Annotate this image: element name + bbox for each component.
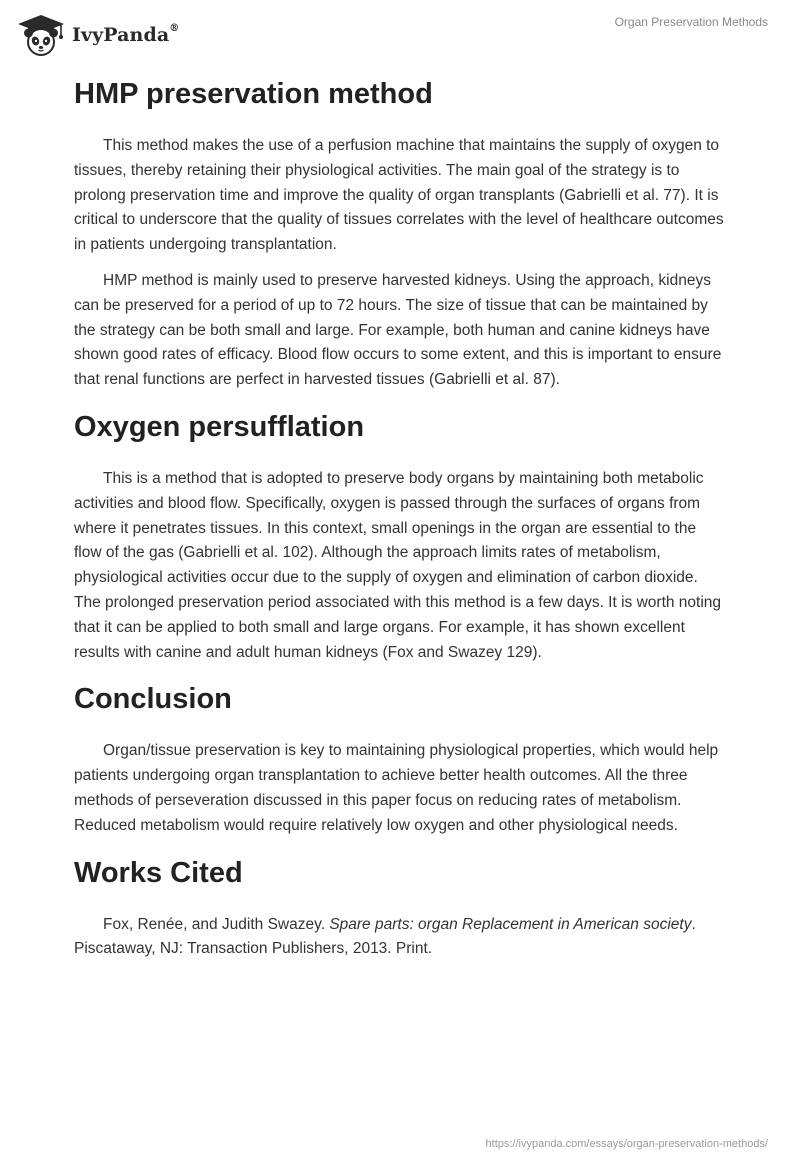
source-url[interactable]: https://ivypanda.com/essays/organ-preservation-methods/ xyxy=(485,1138,768,1150)
section-heading: Oxygen persufflation xyxy=(74,410,365,443)
section-oxygen-persufflation xyxy=(74,406,724,665)
paragraph: HMP method is mainly used to preserve harvested kidneys. Using the approach, kidneys can be preserved for a period of up to 72 hours. The size of tissue that can be maintained by the strategy can be both small and large. For example, both human and canine kidneys have shown good rates of efficacy. Blood flow occurs to some extent, and this is important to ensure that renal functions are perfect in harvested tissues (Gabrielli et al. 87). xyxy=(74,271,722,389)
section-heading: Works Cited xyxy=(74,856,243,889)
section-heading: Conclusion xyxy=(74,683,232,716)
panda-graduate-icon xyxy=(14,12,68,56)
running-title: Organ Preservation Methods xyxy=(614,15,768,29)
registered-mark: ® xyxy=(169,22,180,34)
paragraph: This method makes the use of a perfusion machine that maintains the supply of oxygen to tissues, thereby retaining their physiological activities. The main goal of the strategy is to prolong preservation time and improve the quality of organ transplants (Gabrielli et al. 77). It is critical to underscore that the quality of tissues correlates with the level of healthcare outcomes in patients undergoing transplantation. xyxy=(74,137,724,254)
paragraph: This is a method that is adopted to preserve body organs by maintaining both metabolic activities and blood flow. Specifically, oxygen is passed through the surfaces of organs from where it penetrates tissues. In this context, small openings in the organ are essential to the flow of the gas (Gabrielli et al. 102). Although the approach limits rates of metabolism, physiological activities occur due to the supply of oxygen and elimination of carbon dioxide. The prolonged preservation period associated with this method is a few days. It is worth noting that it can be applied to both small and large organs. For example, it has shown excellent results with canine and adult human kidneys (Fox and Swazey 129). xyxy=(74,469,722,661)
citation-entry xyxy=(74,913,724,963)
paragraph: Organ/tissue preservation is key to maintaining physiological properties, which would help patients undergoing organ transplantation to achieve better health outcomes. All the three methods of perseveration discussed in this paper focus on reducing rates of metabolism. Reduced metabolism would require relatively low oxygen and other physiological needs. xyxy=(74,742,719,834)
brand-logo[interactable] xyxy=(14,12,179,56)
citation-title: Spare parts: organ Replacement in American society xyxy=(329,915,692,933)
citation-publication: . Piscataway, NJ: Transaction Publishers, 2013. Print. xyxy=(74,915,696,958)
section-hmp xyxy=(74,73,724,393)
section-conclusion xyxy=(74,678,724,838)
section-heading: HMP preservation method xyxy=(74,78,433,110)
brand-name: IvyPanda® xyxy=(72,22,180,46)
section-works-cited xyxy=(74,852,724,963)
citation-authors: Fox, Renée, and Judith Swazey. xyxy=(103,915,330,933)
essay-body xyxy=(74,70,724,962)
